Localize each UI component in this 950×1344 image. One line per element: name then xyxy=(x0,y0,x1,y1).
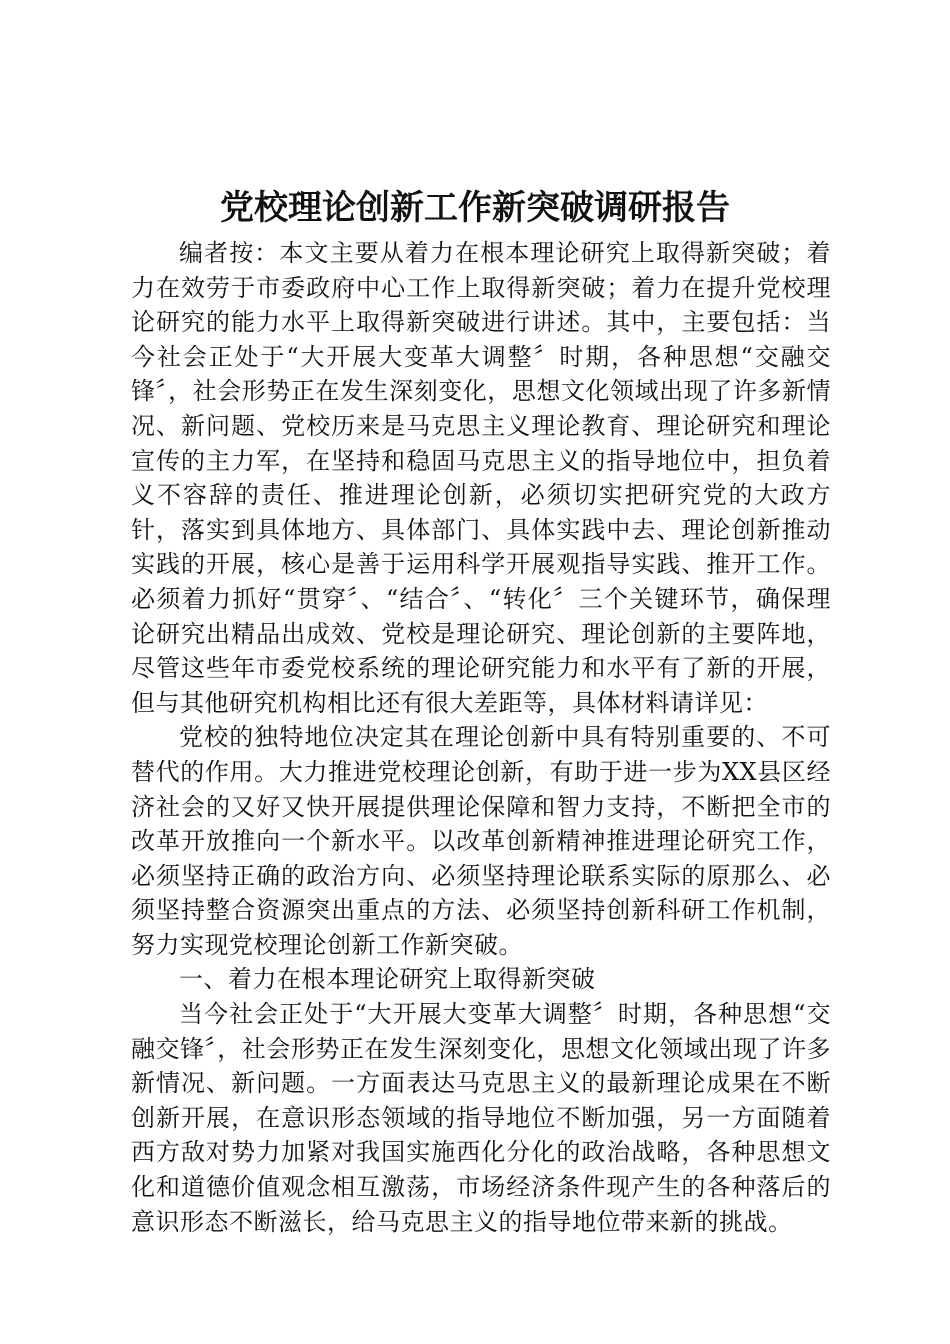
section-paragraph: 当今社会正处于“大开展大变革大调整〞时期，各种思想“交融交锋〞，社会形势正在发生深刻变化，思想文化领域出现了许多新情况、新问题。一方面表达马克思主义的最新理论成果在不断创新开展，在意识形态领域的指导地位不断加强，另一方面随着西方敌对势力加紧对我国实施西化分化的政治战略，各种思想文化和道德价值观念相互激荡，市场经济条件现产生的各种落后的意识形态不断滋长，给马克思主义的指导地位带来新的挑战。 xyxy=(131,1000,831,1236)
document-title: 党校理论创新工作新突破调研报告 xyxy=(220,188,730,228)
editor-note-paragraph: 编者按：本文主要从着力在根本理论研究上取得新突破；着力在效劳于市委政府中心工作上取得新突破；着力在提升党校理论研究的能力水平上取得新突破进行讲述。其中，主要包括：当今社会正处于“大开展大变革大调整〞时期，各种思想“交融交锋〞，社会形势正在发生深刻变化，思想文化领域出现了许多新情况、新问题、党校历来是马克思主义理论教育、理论研究和理论宣传的主力军，在坚持和稳固马克思主义的指导地位中，担负着义不容辞的责任、推进理论创新，必须切实把研究党的大政方针，落实到具体地方、具体部门、具体实践中去、理论创新推动实践的开展，核心是善于运用科学开展观指导实践、推开工作。必须着力抓好“贯穿〞、“结合〞、“转化〞三个关键环节，确保理论研究出精品出成效、党校是理论研究、理论创新的主要阵地，尽管这些年市委党校系统的理论研究能力和水平有了新的开展，但与其他研究机构相比还有很大差距等，具体材料请详见： xyxy=(131,239,831,717)
document-body xyxy=(131,236,831,1239)
intro-paragraph: 党校的独特地位决定其在理论创新中具有特别重要的、不可替代的作用。大力推进党校理论创新，有助于进一步为XX县区经济社会的又好又快开展提供理论保障和智力支持，不断把全市的改革开放推向一个新水平。以改革创新精神推进理论研究工作，必须坚持正确的政治方向、必须坚持理论联系实际的原那么、必须坚持整合资源突出重点的方法、必须坚持创新科研工作机制，努力实现党校理论创新工作新突破。 xyxy=(131,723,831,959)
section-heading: 一、着力在根本理论研究上取得新突破 xyxy=(179,965,596,994)
